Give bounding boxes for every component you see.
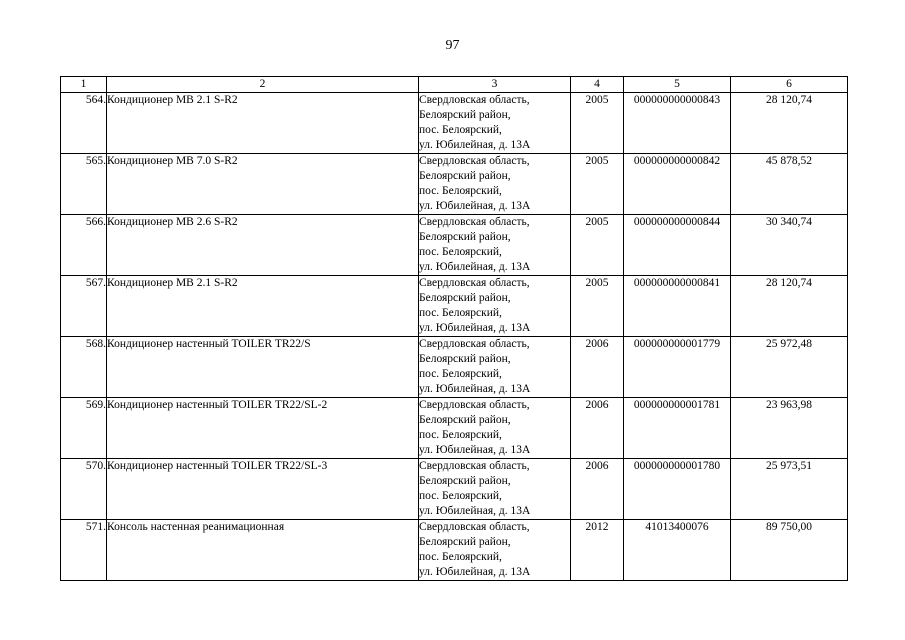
table-row <box>61 276 848 337</box>
address-line: пос. Белоярский, <box>419 246 502 258</box>
year-cell: 2005 <box>571 154 624 215</box>
cost-cell: 89 750,00 <box>731 520 848 581</box>
address-line: Свердловская область, <box>419 277 530 289</box>
inventory-number-cell: 000000000001780 <box>624 459 731 520</box>
address-cell <box>419 215 571 276</box>
address-line: ул. Юбилейная, д. 13А <box>419 444 531 456</box>
row-number-cell: 568. <box>61 337 107 398</box>
address-line: пос. Белоярский, <box>419 124 502 136</box>
address-line: пос. Белоярский, <box>419 368 502 380</box>
table-row <box>61 154 848 215</box>
address-cell <box>419 276 571 337</box>
address-line: Свердловская область, <box>419 338 530 350</box>
row-number-cell: 569. <box>61 398 107 459</box>
address-line: ул. Юбилейная, д. 13А <box>419 383 531 395</box>
row-number-cell: 567. <box>61 276 107 337</box>
inventory-number-cell: 000000000000843 <box>624 93 731 154</box>
cost-cell: 45 878,52 <box>731 154 848 215</box>
table-row <box>61 337 848 398</box>
address-cell <box>419 459 571 520</box>
address-line: пос. Белоярский, <box>419 551 502 563</box>
address-line: Свердловская область, <box>419 460 530 472</box>
row-number-cell: 564. <box>61 93 107 154</box>
address-line: пос. Белоярский, <box>419 490 502 502</box>
row-number-cell: 565. <box>61 154 107 215</box>
item-name-cell: Консоль настенная реанимационная <box>107 520 419 581</box>
address-cell <box>419 398 571 459</box>
column-header-4: 4 <box>571 77 624 93</box>
address-cell <box>419 520 571 581</box>
cost-cell: 30 340,74 <box>731 215 848 276</box>
year-cell: 2005 <box>571 93 624 154</box>
column-header-3: 3 <box>419 77 571 93</box>
page-number: 97 <box>445 38 460 53</box>
address-line: Белоярский район, <box>419 414 511 426</box>
address-line: Свердловская область, <box>419 94 530 106</box>
inventory-number-cell: 000000000000841 <box>624 276 731 337</box>
column-header-5: 5 <box>624 77 731 93</box>
year-cell: 2006 <box>571 337 624 398</box>
table-row <box>61 398 848 459</box>
year-cell: 2006 <box>571 398 624 459</box>
address-cell <box>419 337 571 398</box>
year-cell: 2006 <box>571 459 624 520</box>
address-line: ул. Юбилейная, д. 13А <box>419 200 531 212</box>
address-line: ул. Юбилейная, д. 13А <box>419 261 531 273</box>
cost-cell: 28 120,74 <box>731 93 848 154</box>
table-row <box>61 520 848 581</box>
address-line: пос. Белоярский, <box>419 307 502 319</box>
year-cell: 2005 <box>571 215 624 276</box>
cost-cell: 28 120,74 <box>731 276 848 337</box>
cost-cell: 25 972,48 <box>731 337 848 398</box>
address-line: Белоярский район, <box>419 536 511 548</box>
row-number-cell: 571. <box>61 520 107 581</box>
address-line: ул. Юбилейная, д. 13А <box>419 505 531 517</box>
item-name-cell: Кондиционер МВ 2.6 S-R2 <box>107 215 419 276</box>
address-line: Белоярский район, <box>419 231 511 243</box>
address-line: Свердловская область, <box>419 155 530 167</box>
item-name-cell: Кондиционер МВ 2.1 S-R2 <box>107 276 419 337</box>
inventory-number-cell: 41013400076 <box>624 520 731 581</box>
address-line: ул. Юбилейная, д. 13А <box>419 322 531 334</box>
address-line: Белоярский район, <box>419 475 511 487</box>
inventory-number-cell: 000000000000842 <box>624 154 731 215</box>
address-line: пос. Белоярский, <box>419 185 502 197</box>
column-header-6: 6 <box>731 77 848 93</box>
item-name-cell: Кондиционер настенный TOILER TR22/S <box>107 337 419 398</box>
row-number-cell: 570. <box>61 459 107 520</box>
address-line: ул. Юбилейная, д. 13А <box>419 566 531 578</box>
year-cell: 2005 <box>571 276 624 337</box>
address-cell <box>419 93 571 154</box>
inventory-number-cell: 000000000001779 <box>624 337 731 398</box>
table-row <box>61 459 848 520</box>
table-header-row <box>61 77 848 93</box>
item-name-cell: Кондиционер МВ 7.0 S-R2 <box>107 154 419 215</box>
year-cell: 2012 <box>571 520 624 581</box>
address-line: Белоярский район, <box>419 353 511 365</box>
address-line: Свердловская область, <box>419 216 530 228</box>
address-line: Белоярский район, <box>419 292 511 304</box>
column-header-1: 1 <box>61 77 107 93</box>
inventory-number-cell: 000000000001781 <box>624 398 731 459</box>
cost-cell: 23 963,98 <box>731 398 848 459</box>
item-name-cell: Кондиционер МВ 2.1 S-R2 <box>107 93 419 154</box>
address-line: пос. Белоярский, <box>419 429 502 441</box>
item-name-cell: Кондиционер настенный TOILER TR22/SL-2 <box>107 398 419 459</box>
address-cell <box>419 154 571 215</box>
column-header-2: 2 <box>107 77 419 93</box>
table-row <box>61 215 848 276</box>
item-name-cell: Кондиционер настенный TOILER TR22/SL-3 <box>107 459 419 520</box>
address-line: Белоярский район, <box>419 109 511 121</box>
address-line: Свердловская область, <box>419 521 530 533</box>
address-line: ул. Юбилейная, д. 13А <box>419 139 531 151</box>
cost-cell: 25 973,51 <box>731 459 848 520</box>
table-row <box>61 93 848 154</box>
row-number-cell: 566. <box>61 215 107 276</box>
inventory-number-cell: 000000000000844 <box>624 215 731 276</box>
address-line: Свердловская область, <box>419 399 530 411</box>
address-line: Белоярский район, <box>419 170 511 182</box>
property-registry-table <box>60 76 848 581</box>
